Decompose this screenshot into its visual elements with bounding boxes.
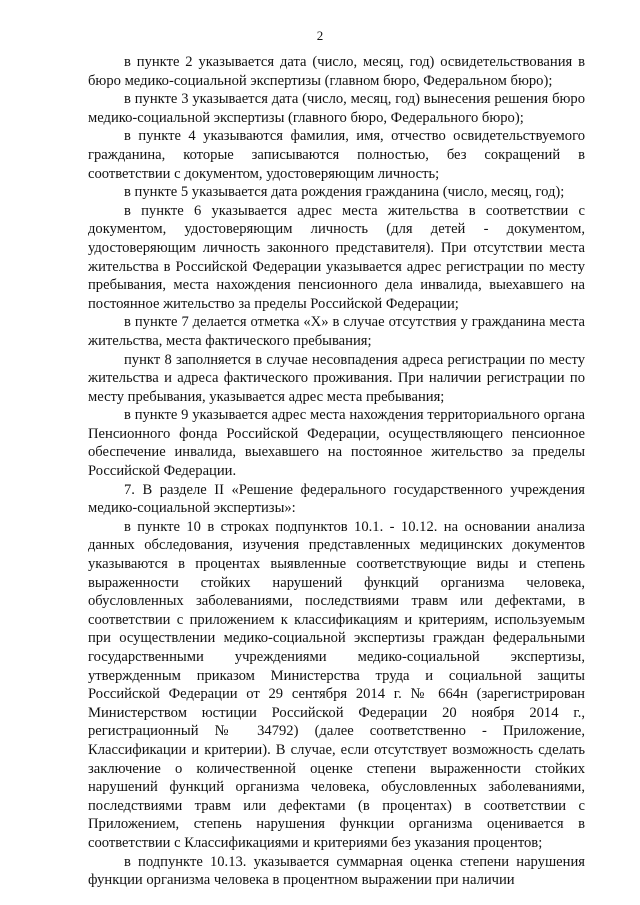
paragraph-item-9: в пункте 9 указывается адрес места нахождения территориального органа Пенсионного фонда Российской Федерации, осуществляющего пенсионное обеспечение инвалида, выехавшего на постоянное жительство за пределы Российской Федерации.	[88, 407, 585, 480]
paragraph-item-2: в пункте 2 указывается дата (число, месяц, год) освидетельствования в бюро медико-социальной экспертизы (главном бюро, Федеральном бюро);	[88, 54, 585, 89]
document-body	[88, 53, 585, 890]
paragraph-item-5: в пункте 5 указывается дата рождения гражданина (число, месяц, год);	[124, 184, 565, 201]
paragraph-item-4: в пункте 4 указываются фамилия, имя, отчество освидетельствуемого гражданина, которые записываются полностью, без сокращений в соответствии с документом, удостоверяющим личность;	[88, 128, 585, 182]
paragraph-item-7: в пункте 7 делается отметка «Х» в случае отсутствия у гражданина места жительства, места фактического пребывания;	[88, 314, 585, 349]
section-heading-7: 7. В разделе II «Решение федерального государственного учреждения медико-социальной экспертизы»:	[88, 481, 585, 517]
paragraph-subitem-10-13: в подпункте 10.13. указывается суммарная оценка степени нарушения функции организма человека в процентном выражении при наличии	[88, 853, 585, 889]
paragraph-item-3: в пункте 3 указывается дата (число, месяц, год) вынесения решения бюро медико-социальной экспертизы (главного бюро, Федерального бюро);	[88, 91, 585, 126]
paragraph-item-8: пункт 8 заполняется в случае несовпадения адреса регистрации по месту жительства и адреса фактического проживания. При наличии регистрации по месту пребывания, указывается адрес места пребывания;	[88, 351, 585, 405]
paragraph-item-10: в пункте 10 в строках подпунктов 10.1. - 10.12. на основании анализа данных обследования, изучения представленных медицинских документов указываются в процентах выявленные соответствующие виды и степень выраженности стойких нарушений функций организма человека, обусловленных заболеваниями, последствиями травм или дефектами, в соответствии с приложением к классификациям и критериям, используемым при осуществлении медико-социальной экспертизы граждан федеральными государственными учреждениями медико-социальной экспертизы, утвержденным приказом Министерства труда и социальной защиты Российской Федерации от 29 сентября 2014 г. № 664н (зарегистрирован Министерством юстиции Российской Федерации 20 ноября 2014 г., регистрационный № 34792) (далее соответственно - Приложение, Классификации и критерии). В случае, если отсутствует возможность сделать заключение о количественной оценке степени выраженности стойких нарушений функций организма человека, обусловленных заболеваниями, последствиями травм или дефектами (в процентах) в соответствии с Приложением, степень нарушения функции организма оценивается в соответствии с Классификациями и критериями без указания процентов;	[88, 518, 585, 851]
page-number: 2	[316, 28, 324, 43]
paragraph-item-6: в пункте 6 указывается адрес места жительства в соответствии с документом, удостоверяющим личность (для детей - документом, удостоверяющим личность законного представителя). При отсутствии места жительства в Российской Федерации указывается адрес регистрации по месту пребывания, места нахождения пенсионного дела инвалида, выехавшего на постоянное жительство за пределы Российской Федерации;	[88, 202, 585, 312]
